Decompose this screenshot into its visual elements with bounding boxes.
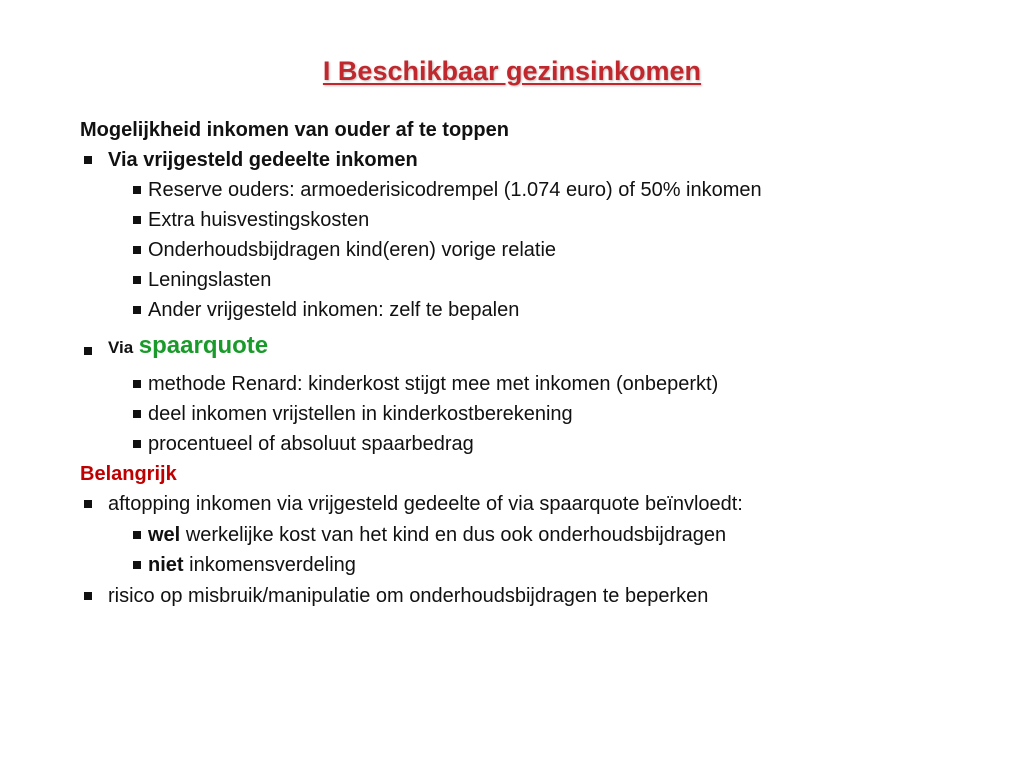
bullet-square-icon (133, 306, 141, 314)
section-vrijgesteld-label: Via vrijgesteld gedeelte inkomen (108, 149, 418, 171)
list-item: procentueel of absoluut spaarbedrag (148, 433, 474, 455)
bullet-square-icon (133, 440, 141, 448)
section-spaarquote-label (108, 334, 268, 360)
bullet-square-icon (133, 531, 141, 539)
bullet-square-icon (133, 380, 141, 388)
list-item: Extra huisvestingskosten (148, 209, 370, 231)
niet-keyword: niet (148, 554, 184, 576)
bullet-square-icon (133, 186, 141, 194)
bullet-square-icon (133, 216, 141, 224)
list-item: Ander vrijgesteld inkomen: zelf te bepalen (148, 299, 520, 321)
bullet-square-icon (84, 592, 92, 600)
via-label: Via (108, 338, 134, 357)
bullet-square-icon (133, 410, 141, 418)
niet-text: inkomensverdeling (189, 554, 356, 576)
bullet-square-icon (133, 246, 141, 254)
bullet-square-icon (133, 561, 141, 569)
wel-text: werkelijke kost van het kind en dus ook onderhoudsbijdragen (185, 524, 727, 546)
page-title: I Beschikbaar gezinsinkomen (322, 56, 702, 86)
list-item (148, 553, 356, 577)
bullet-square-icon (84, 156, 92, 164)
list-item: deel inkomen vrijstellen in kinderkostberekening (148, 403, 573, 425)
list-item: risico op misbruik/manipulatie om onderhoudsbijdragen te beperken (108, 585, 709, 607)
list-item: Onderhoudsbijdragen kind(eren) vorige relatie (148, 239, 557, 261)
important-heading: Belangrijk (80, 463, 177, 485)
list-item: methode Renard: kinderkost stijgt mee met inkomen (onbeperkt) (148, 373, 719, 395)
intro-heading: Mogelijkheid inkomen van ouder af te toppen (80, 119, 509, 141)
list-item (148, 523, 726, 547)
bullet-square-icon (84, 500, 92, 508)
list-item: Reserve ouders: armoederisicodrempel (1.074 euro) of 50% inkomen (148, 179, 762, 201)
list-item: Leningslasten (148, 269, 272, 291)
bullet-square-icon (133, 276, 141, 284)
list-item: aftopping inkomen via vrijgesteld gedeelte of via spaarquote beïnvloedt: (108, 493, 743, 515)
bullet-square-icon (84, 347, 92, 355)
wel-keyword: wel (148, 524, 181, 546)
spaarquote-keyword: spaarquote (138, 332, 269, 359)
